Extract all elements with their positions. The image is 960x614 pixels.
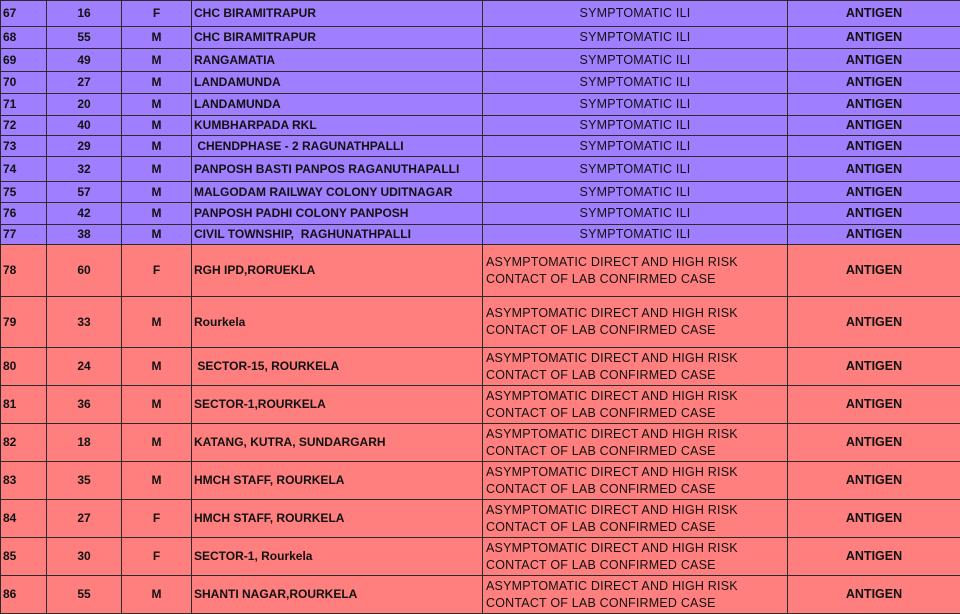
cell-serial-no[interactable]: 67	[1, 1, 47, 27]
cell-category[interactable]	[483, 203, 788, 225]
cell-address[interactable]: SECTOR-15, ROURKELA	[192, 348, 483, 386]
table-row	[1, 538, 960, 576]
category-line: ASYMPTOMATIC DIRECT AND HIGH RISK	[486, 388, 738, 403]
cell-sex[interactable]: M	[122, 576, 192, 614]
cell-category[interactable]	[483, 116, 788, 136]
cell-address[interactable]: KUMBHARPADA RKL	[192, 116, 483, 136]
cell-sex[interactable]: M	[122, 136, 192, 157]
cell-sex[interactable]: M	[122, 182, 192, 203]
cell-test-type[interactable]: ANTIGEN	[788, 116, 960, 136]
cell-sex[interactable]: F	[122, 538, 192, 576]
cell-address[interactable]: KATANG, KUTRA, SUNDARGARH	[192, 424, 483, 462]
cell-category[interactable]	[483, 538, 788, 576]
cell-test-type[interactable]: ANTIGEN	[788, 72, 960, 94]
cell-address[interactable]: HMCH STAFF, ROURKELA	[192, 462, 483, 500]
cell-test-type[interactable]: ANTIGEN	[788, 462, 960, 500]
cell-serial-no[interactable]: 77	[1, 225, 47, 245]
cell-address[interactable]: PANPOSH BASTI PANPOS RAGANUTHAPALLI	[192, 157, 483, 182]
cell-test-type[interactable]: ANTIGEN	[788, 538, 960, 576]
cell-age[interactable]: 30	[47, 538, 122, 576]
cell-test-type[interactable]: ANTIGEN	[788, 500, 960, 538]
category-line: CONTACT OF LAB CONFIRMED CASE	[486, 481, 716, 496]
cell-category[interactable]	[483, 386, 788, 424]
category-line: SYMPTOMATIC ILI	[579, 138, 691, 153]
cell-sex[interactable]: M	[122, 72, 192, 94]
cell-serial-no[interactable]: 70	[1, 72, 47, 94]
cell-address[interactable]: SHANTI NAGAR,ROURKELA	[192, 576, 483, 614]
cell-age[interactable]: 33	[47, 297, 122, 348]
cell-category[interactable]	[483, 348, 788, 386]
cell-category[interactable]	[483, 462, 788, 500]
table-row	[1, 203, 960, 225]
cell-address[interactable]: LANDAMUNDA	[192, 94, 483, 116]
cell-serial-no[interactable]: 72	[1, 116, 47, 136]
table-row	[1, 348, 960, 386]
cell-category[interactable]	[483, 297, 788, 348]
cell-age[interactable]: 60	[47, 245, 122, 297]
cell-age[interactable]: 32	[47, 157, 122, 182]
cell-address[interactable]: CHENDPHASE - 2 RAGUNATHPALLI	[192, 136, 483, 157]
cell-age[interactable]: 20	[47, 94, 122, 116]
cell-age[interactable]: 49	[47, 49, 122, 72]
table-row	[1, 27, 960, 49]
cell-age[interactable]: 55	[47, 576, 122, 614]
table-row	[1, 576, 960, 614]
cell-serial-no[interactable]: 75	[1, 182, 47, 203]
table-row	[1, 49, 960, 72]
table-row	[1, 1, 960, 27]
table-row	[1, 136, 960, 157]
cell-sex[interactable]: F	[122, 245, 192, 297]
cell-test-type[interactable]: ANTIGEN	[788, 27, 960, 49]
cell-test-type[interactable]: ANTIGEN	[788, 136, 960, 157]
table-row	[1, 72, 960, 94]
cell-test-type[interactable]: ANTIGEN	[788, 297, 960, 348]
cell-address[interactable]: CHC BIRAMITRAPUR	[192, 1, 483, 27]
cell-category[interactable]	[483, 27, 788, 49]
category-line: ASYMPTOMATIC DIRECT AND HIGH RISK	[486, 540, 738, 555]
cell-category[interactable]	[483, 576, 788, 614]
cell-category[interactable]	[483, 49, 788, 72]
cell-sex[interactable]: M	[122, 116, 192, 136]
cell-age[interactable]: 42	[47, 203, 122, 225]
cell-sex[interactable]: M	[122, 27, 192, 49]
table-body	[1, 1, 960, 614]
cell-test-type[interactable]: ANTIGEN	[788, 1, 960, 27]
category-line: ASYMPTOMATIC DIRECT AND HIGH RISK	[486, 578, 738, 593]
cell-age[interactable]: 27	[47, 500, 122, 538]
category-line: ASYMPTOMATIC DIRECT AND HIGH RISK	[486, 306, 738, 320]
category-line: SYMPTOMATIC ILI	[579, 161, 691, 176]
cell-test-type[interactable]: ANTIGEN	[788, 157, 960, 182]
cell-age[interactable]: 16	[47, 1, 122, 27]
category-line: ASYMPTOMATIC DIRECT AND HIGH RISK	[486, 350, 738, 365]
cell-address[interactable]: CHC BIRAMITRAPUR	[192, 27, 483, 49]
cell-test-type[interactable]: ANTIGEN	[788, 49, 960, 72]
cell-test-type[interactable]: ANTIGEN	[788, 386, 960, 424]
cell-serial-no[interactable]: 80	[1, 348, 47, 386]
cell-address[interactable]: SECTOR-1, Rourkela	[192, 538, 483, 576]
cell-category[interactable]	[483, 94, 788, 116]
cell-category[interactable]	[483, 245, 788, 297]
cell-test-type[interactable]: ANTIGEN	[788, 182, 960, 203]
table-row	[1, 245, 960, 297]
cell-address[interactable]: LANDAMUNDA	[192, 72, 483, 94]
cell-category[interactable]	[483, 1, 788, 27]
table-row	[1, 386, 960, 424]
cell-serial-no[interactable]: 85	[1, 538, 47, 576]
category-line: ASYMPTOMATIC DIRECT AND HIGH RISK	[486, 502, 738, 517]
table-row	[1, 225, 960, 245]
cell-category[interactable]	[483, 157, 788, 182]
category-line: SYMPTOMATIC ILI	[579, 97, 691, 111]
category-line: SYMPTOMATIC ILI	[579, 30, 691, 44]
category-line: SYMPTOMATIC ILI	[579, 52, 691, 67]
cell-serial-no[interactable]: 69	[1, 49, 47, 72]
cell-age[interactable]: 24	[47, 348, 122, 386]
cell-address[interactable]: HMCH STAFF, ROURKELA	[192, 500, 483, 538]
cell-test-type[interactable]: ANTIGEN	[788, 203, 960, 225]
table-row	[1, 116, 960, 136]
category-line: SYMPTOMATIC ILI	[579, 184, 691, 199]
cell-age[interactable]: 40	[47, 116, 122, 136]
category-line: SYMPTOMATIC ILI	[579, 206, 691, 220]
table-row	[1, 462, 960, 500]
category-line: CONTACT OF LAB CONFIRMED CASE	[486, 557, 716, 572]
cell-serial-no[interactable]: 82	[1, 424, 47, 462]
cell-test-type[interactable]: ANTIGEN	[788, 94, 960, 116]
cell-age[interactable]: 35	[47, 462, 122, 500]
table-row	[1, 424, 960, 462]
cell-age[interactable]: 29	[47, 136, 122, 157]
cell-serial-no[interactable]: 73	[1, 136, 47, 157]
cell-address[interactable]: RGH IPD,RORUEKLA	[192, 245, 483, 297]
category-line: CONTACT OF LAB CONFIRMED CASE	[486, 595, 716, 610]
cell-serial-no[interactable]: 74	[1, 157, 47, 182]
cell-address[interactable]: RANGAMATIA	[192, 49, 483, 72]
table-row	[1, 182, 960, 203]
cell-category[interactable]	[483, 72, 788, 94]
cell-test-type[interactable]: ANTIGEN	[788, 245, 960, 297]
cell-sex[interactable]: M	[122, 386, 192, 424]
category-line: ASYMPTOMATIC DIRECT AND HIGH RISK	[486, 464, 738, 479]
cell-serial-no[interactable]: 84	[1, 500, 47, 538]
cell-serial-no[interactable]: 79	[1, 297, 47, 348]
category-line: SYMPTOMATIC ILI	[579, 6, 691, 20]
cell-age[interactable]: 55	[47, 27, 122, 49]
cell-address[interactable]: Rourkela	[192, 297, 483, 348]
cell-test-type[interactable]: ANTIGEN	[788, 348, 960, 386]
cell-test-type[interactable]: ANTIGEN	[788, 424, 960, 462]
cell-age[interactable]: 18	[47, 424, 122, 462]
cell-sex[interactable]: M	[122, 49, 192, 72]
cell-address[interactable]: SECTOR-1,ROURKELA	[192, 386, 483, 424]
category-line: SYMPTOMATIC ILI	[579, 227, 691, 241]
table-row	[1, 297, 960, 348]
cell-age[interactable]: 27	[47, 72, 122, 94]
category-line: CONTACT OF LAB CONFIRMED CASE	[486, 443, 716, 458]
cell-category[interactable]	[483, 225, 788, 245]
cell-sex[interactable]: M	[122, 225, 192, 245]
cell-age[interactable]: 38	[47, 225, 122, 245]
table-row	[1, 500, 960, 538]
cell-serial-no[interactable]: 76	[1, 203, 47, 225]
cell-serial-no[interactable]: 83	[1, 462, 47, 500]
cell-category[interactable]	[483, 136, 788, 157]
cell-sex[interactable]: M	[122, 203, 192, 225]
cell-address[interactable]: CIVIL TOWNSHIP, RAGHUNATHPALLI	[192, 225, 483, 245]
cell-serial-no[interactable]: 68	[1, 27, 47, 49]
cell-sex[interactable]: M	[122, 94, 192, 116]
cell-age[interactable]: 57	[47, 182, 122, 203]
cell-sex[interactable]: M	[122, 157, 192, 182]
table-row	[1, 94, 960, 116]
category-line: CONTACT OF LAB CONFIRMED CASE	[486, 271, 716, 286]
cell-serial-no[interactable]: 71	[1, 94, 47, 116]
cell-address[interactable]: PANPOSH PADHI COLONY PANPOSH	[192, 203, 483, 225]
cell-sex[interactable]: M	[122, 297, 192, 348]
table-row	[1, 157, 960, 182]
category-line: ASYMPTOMATIC DIRECT AND HIGH RISK	[486, 254, 738, 269]
cell-address[interactable]: MALGODAM RAILWAY COLONY UDITNAGAR	[192, 182, 483, 203]
cell-sex[interactable]: F	[122, 500, 192, 538]
cell-sex[interactable]: M	[122, 462, 192, 500]
category-line: CONTACT OF LAB CONFIRMED CASE	[486, 519, 716, 534]
cell-test-type[interactable]: ANTIGEN	[788, 225, 960, 245]
cell-category[interactable]	[483, 500, 788, 538]
cell-category[interactable]	[483, 182, 788, 203]
cell-serial-no[interactable]: 81	[1, 386, 47, 424]
cell-age[interactable]: 36	[47, 386, 122, 424]
category-line: CONTACT OF LAB CONFIRMED CASE	[486, 405, 716, 420]
category-line: CONTACT OF LAB CONFIRMED CASE	[486, 323, 716, 337]
cell-serial-no[interactable]: 86	[1, 576, 47, 614]
cell-sex[interactable]: F	[122, 1, 192, 27]
cell-test-type[interactable]: ANTIGEN	[788, 576, 960, 614]
category-line: ASYMPTOMATIC DIRECT AND HIGH RISK	[486, 426, 738, 441]
category-line: CONTACT OF LAB CONFIRMED CASE	[486, 367, 716, 382]
cell-sex[interactable]: M	[122, 424, 192, 462]
category-line: SYMPTOMATIC ILI	[579, 118, 691, 132]
cell-serial-no[interactable]: 78	[1, 245, 47, 297]
cell-sex[interactable]: M	[122, 348, 192, 386]
cell-category[interactable]	[483, 424, 788, 462]
category-line: SYMPTOMATIC ILI	[579, 75, 691, 89]
